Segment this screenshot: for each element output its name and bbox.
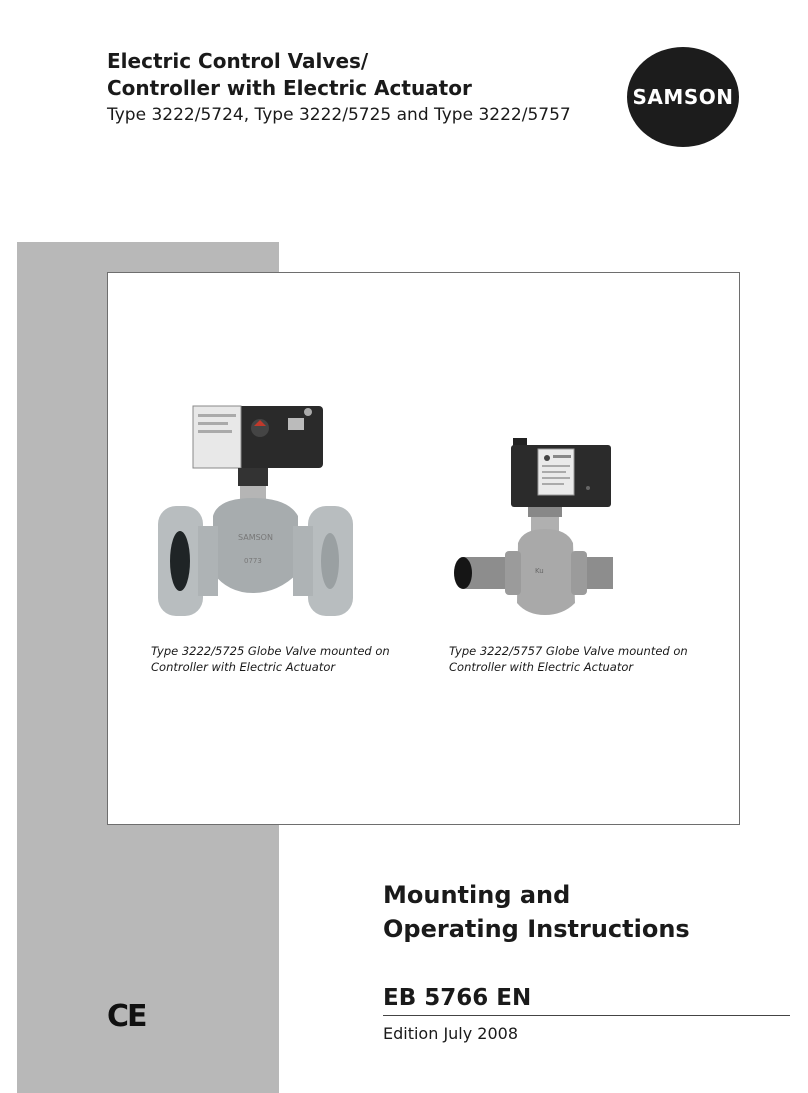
svg-text:SAMSON: SAMSON (238, 533, 273, 542)
header-title-line-1: Electric Control Valves/ (107, 49, 369, 73)
header-subtitle: Type 3222/5724, Type 3222/5725 and Type 3222/5757 (107, 105, 571, 125)
header-title-line-2: Controller with Electric Actuator (107, 76, 472, 100)
left-caption-line-2: Controller with Electric Actuator (151, 660, 336, 674)
edition-date: Edition July 2008 (383, 1024, 519, 1043)
document-title-line-1: Mounting and (383, 881, 571, 909)
right-caption-line-2: Controller with Electric Actuator (449, 660, 634, 674)
document-number: EB 5766 EN (383, 985, 532, 1011)
logo-text: SAMSON (632, 85, 734, 109)
product-photo-box (107, 272, 740, 825)
document-divider (383, 1015, 790, 1016)
right-caption-line-1: Type 3222/5757 Globe Valve mounted on (449, 644, 688, 658)
document-title (383, 878, 690, 946)
globe-valve-5757-image (453, 433, 613, 618)
globe-valve-5725-image (158, 398, 358, 633)
document-title-line-2: Operating Instructions (383, 915, 690, 943)
right-photo-caption (449, 643, 709, 675)
ce-mark: CE (107, 999, 146, 1034)
svg-text:Ku: Ku (535, 567, 544, 575)
left-photo-caption (151, 643, 411, 675)
svg-text:0773: 0773 (244, 557, 262, 565)
document-header-title (107, 48, 472, 102)
samson-logo (627, 47, 739, 147)
left-caption-line-1: Type 3222/5725 Globe Valve mounted on (151, 644, 390, 658)
